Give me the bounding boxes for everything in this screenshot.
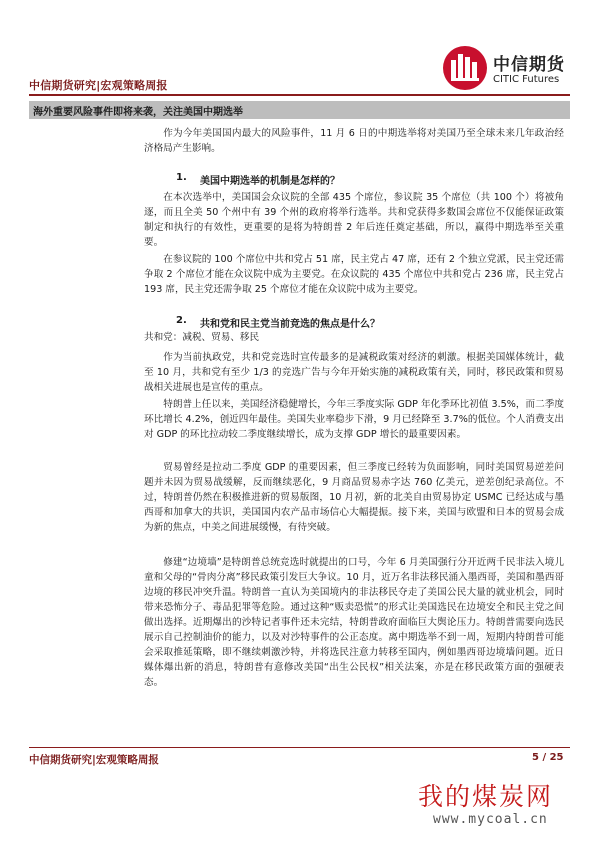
- q2-paragraph-4: 修建“边境墙”是特朗普总统竞选时就提出的口号，今年 6 月美国强行分开近两千民非法入境儿童和父母的“骨肉分离”移民政策引发巨大争议。10 月，近万名非法移民涌入墨西哥，美国和墨西哥边境的移民冲突升温。特朗普一直认为美国境内的非法移民夺走了美国公民大量的就业机会，同时带来恐怖分子、毒品犯罪等危险。通过这种“贩卖恐慌”的形式让美国选民在边境安全和民主党之间做出选择。近期爆出的沙特记者事件还未完结，特朗普政府面临巨大舆论压力。特朗普需要向选民展示自己控制油价的能力，以及对沙特事件的公正态度。离中期选举不到一周，短期内特朗普可能会采取推延策略，即不继续刺激沙特，并将选民注意力转移至国内，例如墨西哥边境墙问题。近日媒体爆出新的消息，特朗普有意修改美国“出生公民权”相关法案，亦是在移民政策方面的强硬表态。: [144, 557, 564, 688]
- q2-subheading: 共和党：减税、贸易、移民: [144, 332, 260, 343]
- q1-paragraph-1: 在本次选举中，美国国会众议院的全部 435 个席位，参议院 35 个席位（共 100 个）将被角逐，而且全美 50 个州中有 39 个州的政府将举行选举。共和党获得多数国会席位不仅能保证政策制定和执行的有效性，更重要的是将为特朗普 2 年后连任奠定基础，所以，赢得中期选举至关重要。: [144, 192, 564, 248]
- citic-logo: [441, 44, 571, 94]
- watermark-url: www.mycoal.cn: [433, 812, 548, 827]
- report-header-title: 中信期货研究|宏观策略周报: [29, 79, 168, 92]
- logo-text-en: CITIC Futures: [493, 74, 560, 85]
- section-band-title: 海外重要风险事件即将来袭，关注美国中期选举: [33, 107, 243, 118]
- intro-paragraph: 作为今年美国国内最大的风险事件，11 月 6 日的中期选举将对美国乃至全球未来几年政治经济格局产生影响。: [144, 128, 564, 154]
- q2-number: 2.: [176, 315, 187, 326]
- q2-paragraph-3: 贸易曾经是拉动二季度 GDP 的重要因素，但三季度已经转为负面影响，同时美国贸易逆差问题并未因为贸易战缓解，反而继续恶化，9 月商品贸易赤字达 760 亿美元，逆差创纪录高位。不过，特朗普仍然在积极推进新的贸易版图，10 月初，新的北美自由贸易协定 USMC 已经达成与墨西哥和加拿大的共识，美国国内农产品市场信心大幅提振。接下来，美国与欧盟和日本的贸易会成为新的焦点，中美之间进展缓慢，有待突破。: [144, 462, 564, 533]
- q1-heading: 美国中期选举的机制是怎样的？: [200, 176, 340, 187]
- header-divider: [29, 94, 570, 96]
- page-number: 5 / 25: [532, 752, 564, 763]
- section-band: [29, 101, 570, 119]
- q2-paragraph-1: 作为当前执政党，共和党竞选时宣传最多的是减税政策对经济的刺激。根据美国媒体统计，截至 10 月，共和党有至少 1/3 的竞选广告与今年开始实施的减税政策有关，同时，移民政策和贸易战相关进展也是宣传的重点。: [144, 352, 564, 393]
- q1-number: 1.: [176, 172, 187, 183]
- logo-text-cn: 中信期货: [493, 55, 565, 75]
- footer-divider: [29, 747, 570, 748]
- footer-title: 中信期货研究|宏观策略周报: [29, 754, 159, 766]
- q2-heading: 共和党和民主党当前竞选的焦点是什么？: [200, 319, 380, 330]
- watermark-cn: 我的煤炭网: [418, 782, 554, 811]
- q2-paragraph-2: 特朗普上任以来，美国经济稳健增长，今年三季度实际 GDP 年化季环比初值 3.5%，而二季度环比增长 4.2%，创近四年最佳。美国失业率稳步下滑，9 月已经降至 3.7%的低位。个人消费支出对 GDP 的环比拉动较二季度继续增长，成为支撑 GDP 增长的最重要因素。: [144, 399, 564, 440]
- q1-paragraph-2: 在参议院的 100 个席位中共和党占 51 席，民主党占 47 席，还有 2 个独立党派，民主党还需争取 2 个席位才能在众议院中成为主要党。在众议院的 435 个席位中共和党占 236 席，民主党占 193 席，民主党还需争取 25 个席位才能在众议院中成为主要党。: [144, 254, 564, 295]
- citic-logo-icon: [441, 44, 489, 92]
